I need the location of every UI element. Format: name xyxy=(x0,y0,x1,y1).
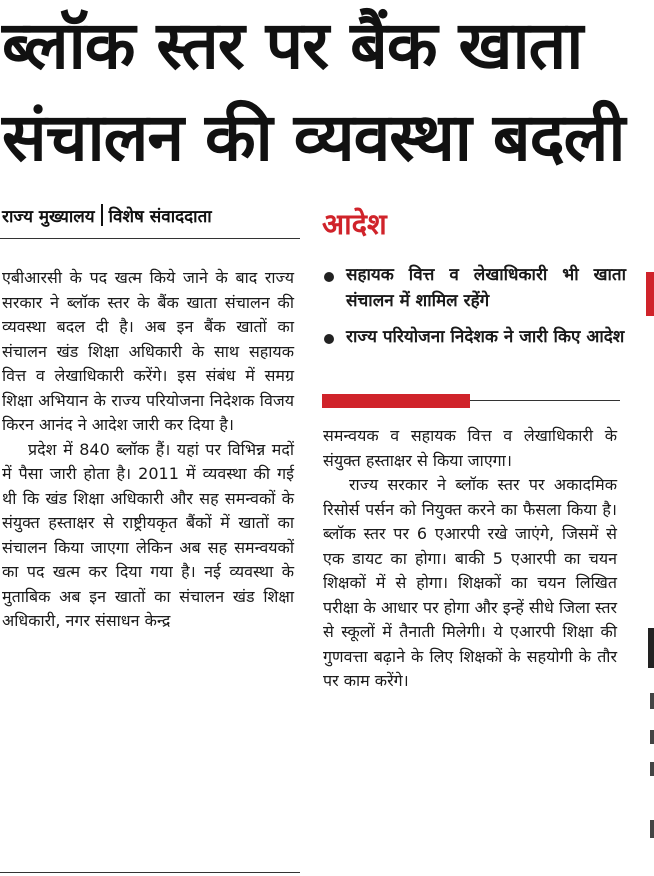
order-bullet-text-1: सहायक वित्त व लेखाधिकारी भी खाता संचालन में शामिल रहेंगे xyxy=(346,265,626,311)
byline xyxy=(2,204,298,227)
adjacent-article-fragment xyxy=(650,762,654,776)
adjacent-article-fragment xyxy=(650,730,654,744)
order-bullet-text-2: राज्य परियोजना निदेशक ने जारी किए आदेश xyxy=(346,327,625,347)
headline xyxy=(2,0,642,184)
adjacent-article-red-marker xyxy=(646,272,654,316)
adjacent-article-fragment xyxy=(650,693,654,709)
bullet-dot-icon xyxy=(324,334,334,344)
right-paragraph-2: राज्य सरकार ने ब्लॉक स्तर पर अकादमिक रिसोर्स पर्सन को नियुक्त करने का फैसला किया है। ब्लॉक स्तर पर 6 एआरपी रखे जाएंगे, जिसमें से एक डायट का होगा। बाकी 5 एआरपी का चयन शिक्षकों में से होगा। शिक्षकों का चयन लिखित परीक्षा के आधार पर होगा और इन्हें सीधे जिला स्तर से स्कूलों में तैनाती मिलेगी। ये एआरपी शिक्षा की गुणवत्ता बढ़ाने के लिए शिक्षकों के सहयोगी के तौर पर काम करेंगे। xyxy=(323,475,617,690)
order-bullet-2 xyxy=(322,324,626,350)
headline-line-2: संचालन की व्यवस्था बदली xyxy=(2,99,625,176)
red-divider-bar xyxy=(322,394,470,408)
bottom-rule xyxy=(0,872,300,873)
left-paragraph-1: एबीआरसी के पद खत्म किये जाने के बाद राज्य सरकार ने ब्लॉक स्तर के बैंक खाता संचालन की व्यवस्था बदल दी है। अब इन बैंक खातों का संचालन खंड शिक्षा अधिकारी के साथ सहायक वित्त व लेखाधिकारी करेंगे। इस संबंध में समग्र शिक्षा अभियान के राज्य परियोजना निदेशक विजय किरन आनंद ने आदेश जारी कर दिया है। xyxy=(2,268,294,434)
byline-separator xyxy=(101,204,103,226)
byline-reporter: विशेष संवाददाता xyxy=(108,207,212,227)
adjacent-article-fragment xyxy=(648,628,654,668)
order-bullets xyxy=(322,262,626,360)
order-bullet-1 xyxy=(322,262,626,314)
divider-line xyxy=(470,400,620,401)
bullet-dot-icon xyxy=(324,272,334,282)
byline-rule xyxy=(0,238,300,239)
left-paragraph-2: प्रदेश में 840 ब्लॉक हैं। यहां पर विभिन्न मदों में पैसा जारी होता है। 2011 में व्यवस्था की गई थी कि खंड शिक्षा अधिकारी और सह समन्वकों के संयुक्त हस्ताक्षर से राष्ट्रीयकृत बैंकों में खातों का संचालन किया जाएगा लेकिन अब सह समन्वयकों का पद खत्म कर दिया गया है। नई व्यवस्था के मुताबिक अब इन खातों का संचालन खंड शिक्षा अधिकारी, नगर संसाधन केन्द्र xyxy=(2,439,294,630)
byline-location: राज्य मुख्यालय xyxy=(2,207,95,227)
left-column xyxy=(2,266,294,634)
headline-line-1: ब्लॉक स्तर पर बैंक खाता xyxy=(2,7,583,84)
order-box-title: आदेश xyxy=(322,207,387,241)
right-column xyxy=(323,424,617,694)
adjacent-article-fragment xyxy=(650,820,654,838)
right-paragraph-1: समन्वयक व सहायक वित्त व लेखाधिकारी के संयुक्त हस्ताक्षर से किया जाएगा। xyxy=(323,426,617,470)
